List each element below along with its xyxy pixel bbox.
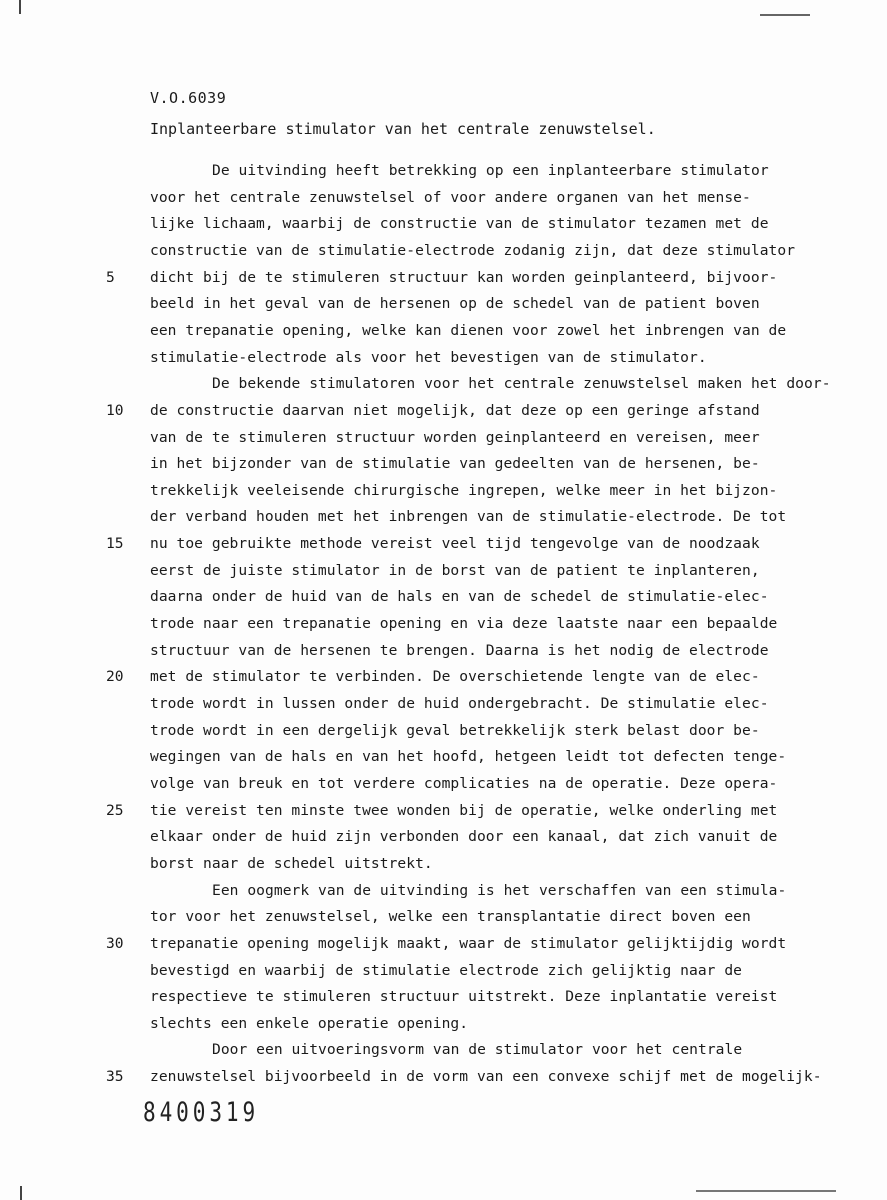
text-line: de constructie daarvan niet mogelijk, dat deze op een geringe afstand [150, 402, 760, 419]
text-line: De bekende stimulatoren voor het centrale zenuwstelsel maken het door- [212, 375, 831, 392]
line-number: 30 [106, 935, 124, 952]
text-line: trode wordt in een dergelijk geval betrekkelijk sterk belast door be- [150, 722, 760, 739]
text-line: van de te stimuleren structuur worden geinplanteerd en vereisen, meer [150, 429, 760, 446]
text-line: tor voor het zenuwstelsel, welke een transplantatie direct boven een [150, 908, 751, 925]
text-line: in het bijzonder van de stimulatie van gedeelten van de hersenen, be- [150, 455, 760, 472]
document-title: Inplanteerbare stimulator van het centrale zenuwstelsel. [150, 120, 656, 138]
text-line: trepanatie opening mogelijk maakt, waar de stimulator gelijktijdig wordt [150, 935, 787, 952]
text-line: een trepanatie opening, welke kan dienen voor zowel het inbrengen van de [150, 322, 787, 339]
scan-edge-mark [19, 0, 21, 14]
scan-corner-mark [760, 14, 810, 16]
text-line: constructie van de stimulatie-electrode zodanig zijn, dat deze stimulator [150, 242, 796, 259]
text-line: stimulatie-electrode als voor het bevestigen van de stimulator. [150, 349, 707, 366]
application-number: 8400319 [143, 1097, 260, 1128]
line-number: 10 [106, 402, 124, 419]
text-line: structuur van de hersenen te brengen. Daarna is het nodig de electrode [150, 642, 769, 659]
line-number: 25 [106, 802, 124, 819]
text-line: respectieve te stimuleren structuur uitstrekt. Deze inplantatie vereist [150, 988, 778, 1005]
text-line: bevestigd en waarbij de stimulatie electrode zich gelijktig naar de [150, 962, 743, 979]
text-line: met de stimulator te verbinden. De overschietende lengte van de elec- [150, 668, 760, 685]
text-line: borst naar de schedel uitstrekt. [150, 855, 433, 872]
text-line: lijke lichaam, waarbij de constructie van de stimulator tezamen met de [150, 215, 769, 232]
text-line: trode wordt in lussen onder de huid ondergebracht. De stimulatie elec- [150, 695, 769, 712]
text-line: daarna onder de huid van de hals en van de schedel de stimulatie-elec- [150, 588, 769, 605]
text-line: slechts een enkele operatie opening. [150, 1015, 469, 1032]
line-number: 15 [106, 535, 124, 552]
line-number: 5 [106, 269, 115, 286]
scan-corner-mark [696, 1190, 836, 1192]
text-line: trekkelijk veeleisende chirurgische ingrepen, welke meer in het bijzon- [150, 482, 778, 499]
text-line: volge van breuk en tot verdere complicaties na de operatie. Deze opera- [150, 775, 778, 792]
line-number: 35 [106, 1068, 124, 1085]
text-line: Door een uitvoeringsvorm van de stimulator voor het centrale [212, 1041, 743, 1058]
text-line: zenuwstelsel bijvoorbeeld in de vorm van een convexe schijf met de mogelijk- [150, 1068, 822, 1085]
scan-edge-mark [20, 1186, 22, 1200]
text-line: wegingen van de hals en van het hoofd, hetgeen leidt tot defecten tenge- [150, 748, 787, 765]
text-line: Een oogmerk van de uitvinding is het verschaffen van een stimula- [212, 882, 787, 899]
text-line: De uitvinding heeft betrekking op een inplanteerbare stimulator [212, 162, 769, 179]
document-number: V.O.6039 [150, 89, 227, 107]
text-line: trode naar een trepanatie opening en via deze laatste naar een bepaalde [150, 615, 778, 632]
text-line: elkaar onder de huid zijn verbonden door een kanaal, dat zich vanuit de [150, 828, 778, 845]
text-line: nu toe gebruikte methode vereist veel tijd tengevolge van de noodzaak [150, 535, 760, 552]
text-line: dicht bij de te stimuleren structuur kan worden geinplanteerd, bijvoor- [150, 269, 778, 286]
text-line: beeld in het geval van de hersenen op de schedel van de patient boven [150, 295, 760, 312]
text-line: voor het centrale zenuwstelsel of voor andere organen van het mense- [150, 189, 751, 206]
line-number: 20 [106, 668, 124, 685]
text-line: eerst de juiste stimulator in de borst van de patient te inplanteren, [150, 562, 760, 579]
text-line: der verband houden met het inbrengen van de stimulatie-electrode. De tot [150, 508, 787, 525]
text-line: tie vereist ten minste twee wonden bij de operatie, welke onderling met [150, 802, 778, 819]
